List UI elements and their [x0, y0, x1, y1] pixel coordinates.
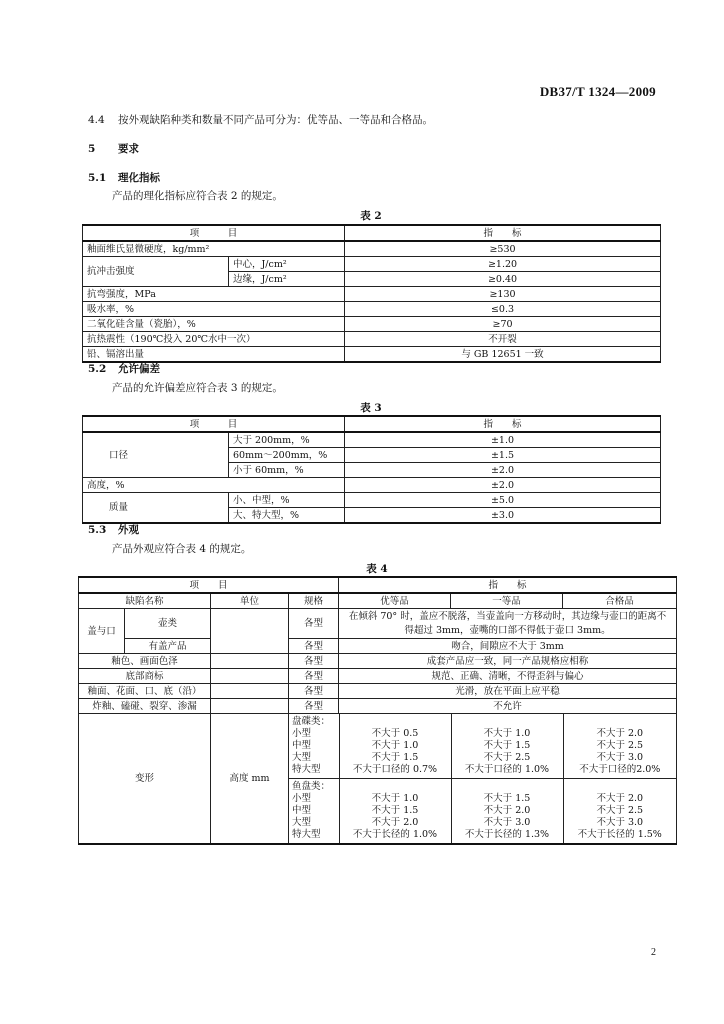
table-2-item: 铅、镉溶出量 [83, 347, 345, 363]
limit-value: 不大于 1.5 [371, 752, 419, 763]
section-5-3-intro: 产品外观应符合表 4 的规定。 [112, 543, 252, 555]
size-label: 小型 [292, 728, 312, 739]
table-4-defect: 底部商标 [79, 669, 211, 684]
table-4-deform-grid [289, 714, 677, 845]
table-2-item: 抗冲击强度 [83, 257, 229, 287]
table-2-head-index: 指 标 [345, 225, 661, 241]
limit-value: 不大于 1.5 [483, 740, 531, 751]
page-number: 2 [651, 947, 656, 958]
limit-value: 不大于 2.5 [596, 805, 644, 816]
size-label: 特大型 [292, 764, 321, 775]
plate-first [451, 714, 563, 779]
table-4-value: 在倾斜 70° 时，盖应不脱落，当壶盖向一方移动时，其边缘与壶口的距离不得超过 3mm，壶嘴的口部不得低于壶口 3mm。 [339, 609, 677, 639]
table-2-caption: 表 2 [360, 210, 382, 222]
section-5-1-intro: 产品的理化指标应符合表 2 的规定。 [112, 190, 283, 202]
table-4-defect: 釉色、画面色泽 [79, 654, 211, 669]
table-2-value: 不开裂 [345, 332, 661, 347]
section-number: 5 [88, 143, 96, 155]
clause-number: 4.4 [88, 114, 105, 126]
table-2-value: ≥130 [345, 287, 661, 302]
table-4-unit-empty [211, 669, 289, 684]
table-4-value: 吻合，间隙应不大于 3mm [339, 639, 677, 654]
table-2-subitem: 边缘，J/cm² [229, 272, 345, 287]
limit-value: 不大于口径的2.0% [579, 764, 661, 775]
table-2-value: ≥530 [345, 241, 661, 257]
table-2-value: ≥0.40 [345, 272, 661, 287]
limit-value: 不大于长径的 1.0% [352, 829, 438, 840]
section-5-heading [88, 141, 139, 156]
table-4-col-spec: 规格 [289, 593, 339, 609]
limit-value: 不大于长径的 1.3% [464, 829, 550, 840]
section-number: 5.2 [88, 363, 107, 375]
size-label: 小型 [292, 793, 312, 804]
table-2-item: 抗弯强度，MPa [83, 287, 345, 302]
table-3-subitem: 小、中型，% [229, 493, 345, 508]
size-label: 大型 [292, 817, 312, 828]
size-label: 大型 [292, 752, 312, 763]
limit-value: 不大于口径的 0.7% [352, 764, 438, 775]
plate-group-title: 盘碟类： [292, 716, 331, 727]
section-title: 允许偏差 [118, 363, 160, 375]
table-2-item: 抗热震性（190℃投入 20℃水中一次） [83, 332, 345, 347]
table-4-defect: 壶类 [125, 609, 211, 639]
table-4-head-index: 指 标 [339, 577, 677, 593]
table-2 [82, 224, 661, 363]
table-4-spec: 各型 [289, 684, 339, 699]
limit-value: 不大于 2.5 [483, 752, 531, 763]
clause-text: 按外观缺陷种类和数量不同产品可分为：优等品、一等品和合格品。 [118, 114, 433, 126]
section-number: 5.1 [88, 172, 107, 184]
section-5-3-heading [88, 522, 139, 537]
document-code: DB37/T 1324—2009 [539, 84, 656, 99]
table-4-spec: 各型 [289, 699, 339, 714]
fish-group-title: 鱼盘类： [292, 781, 331, 792]
fish-sizes [289, 779, 339, 844]
fish-qualified [563, 779, 676, 844]
section-title: 理化指标 [118, 172, 160, 184]
table-4-col-premium: 优等品 [339, 593, 451, 609]
section-5-2-intro: 产品的允许偏差应符合表 3 的规定。 [112, 382, 283, 394]
limit-value: 不大于 1.5 [371, 805, 419, 816]
table-2-item: 二氧化硅含量（瓷胎），% [83, 317, 345, 332]
limit-value: 不大于长径的 1.5% [577, 829, 662, 840]
table-4-col-qualified: 合格品 [563, 593, 677, 609]
table-4-defect: 釉面、花面、口、底（沿） [79, 684, 211, 699]
table-3-value: ±1.0 [345, 432, 661, 448]
table-4-spec: 各型 [289, 609, 339, 639]
table-2-item: 吸水率，% [83, 302, 345, 317]
table-4-unit-empty [211, 654, 289, 669]
table-4-spec: 各型 [289, 654, 339, 669]
table-4-defect: 炸釉、磕碰、裂穿、渗漏 [79, 699, 211, 714]
table-2-value: ≥70 [345, 317, 661, 332]
limit-value: 不大于 3.0 [483, 817, 531, 828]
limit-value: 不大于 2.0 [596, 793, 644, 804]
limit-value: 不大于 1.0 [371, 793, 419, 804]
table-4-col-defect: 缺陷名称 [79, 593, 211, 609]
table-3-subitem: 大、特大型，% [229, 508, 345, 524]
table-4-col-first: 一等品 [451, 593, 563, 609]
table-3-value: ±2.0 [345, 463, 661, 478]
table-3-subitem: 60mm～200mm，% [229, 448, 345, 463]
table-2-value: 与 GB 12651 一致 [345, 347, 661, 363]
clause-4-4 [88, 112, 433, 127]
table-4-col-unit: 单位 [211, 593, 289, 609]
table-3-head-item: 项 目 [83, 416, 345, 432]
limit-value: 不大于 0.5 [371, 728, 419, 739]
table-4-unit-empty [211, 609, 289, 654]
table-3 [82, 415, 661, 524]
section-5-1-heading [88, 170, 160, 185]
table-4-head-item: 项 目 [79, 577, 339, 593]
limit-value: 不大于 1.5 [483, 793, 531, 804]
table-2-subitem: 中心，J/cm² [229, 257, 345, 272]
table-4 [78, 576, 677, 845]
table-4-spec: 各型 [289, 639, 339, 654]
table-3-value: ±5.0 [345, 493, 661, 508]
size-label: 中型 [292, 740, 312, 751]
table-3-item-bore: 口径 [83, 432, 229, 478]
limit-value: 不大于 2.0 [371, 817, 419, 828]
plate-premium [339, 714, 451, 779]
section-title: 要求 [118, 143, 139, 155]
limit-value: 不大于 2.5 [596, 740, 644, 751]
table-4-value: 光滑，放在平面上应平稳 [339, 684, 677, 699]
plate-qualified [563, 714, 676, 779]
limit-value: 不大于 3.0 [596, 817, 644, 828]
table-3-value: ±2.0 [345, 478, 661, 493]
table-3-item-mass: 质量 [83, 493, 229, 524]
table-3-item-height: 高度，% [83, 478, 345, 493]
size-label: 特大型 [292, 829, 321, 840]
fish-premium [339, 779, 451, 844]
limit-value: 不大于口径的 1.0% [464, 764, 550, 775]
table-3-caption: 表 3 [360, 402, 382, 414]
limit-value: 不大于 3.0 [596, 752, 644, 763]
size-label: 中型 [292, 805, 312, 816]
table-4-caption: 表 4 [366, 563, 388, 575]
table-2-head-item: 项 目 [83, 225, 345, 241]
table-2-value: ≥1.20 [345, 257, 661, 272]
table-4-value: 成套产品应一致，同一产品规格应相称 [339, 654, 677, 669]
section-title: 外观 [118, 524, 139, 536]
section-number: 5.3 [88, 524, 107, 536]
limit-value: 不大于 2.0 [483, 805, 531, 816]
table-4-value: 规范、正确、清晰，不得歪斜与偏心 [339, 669, 677, 684]
table-3-subitem: 大于 200mm，% [229, 432, 345, 448]
table-3-subitem: 小于 60mm，% [229, 463, 345, 478]
table-4-spec: 各型 [289, 669, 339, 684]
table-4-value: 不允许 [339, 699, 677, 714]
table-4-lid-label: 盖与口 [79, 609, 125, 654]
limit-value: 不大于 1.0 [483, 728, 531, 739]
table-4-unit-deform: 高度 mm [211, 714, 289, 845]
table-3-value: ±1.5 [345, 448, 661, 463]
table-2-item: 釉面维氏显微硬度，kg/mm² [83, 241, 345, 257]
deform-subtable [289, 714, 676, 843]
table-4-defect: 有盖产品 [125, 639, 211, 654]
fish-first [451, 779, 563, 844]
table-4-defect-deform: 变形 [79, 714, 211, 845]
limit-value: 不大于 1.0 [371, 740, 419, 751]
table-3-head-index: 指 标 [345, 416, 661, 432]
table-3-value: ±3.0 [345, 508, 661, 524]
section-5-2-heading [88, 361, 160, 376]
table-4-unit-empty [211, 699, 289, 714]
limit-value: 不大于 2.0 [596, 728, 644, 739]
plate-sizes [289, 714, 339, 779]
table-2-value: ≤0.3 [345, 302, 661, 317]
table-4-unit-empty [211, 684, 289, 699]
